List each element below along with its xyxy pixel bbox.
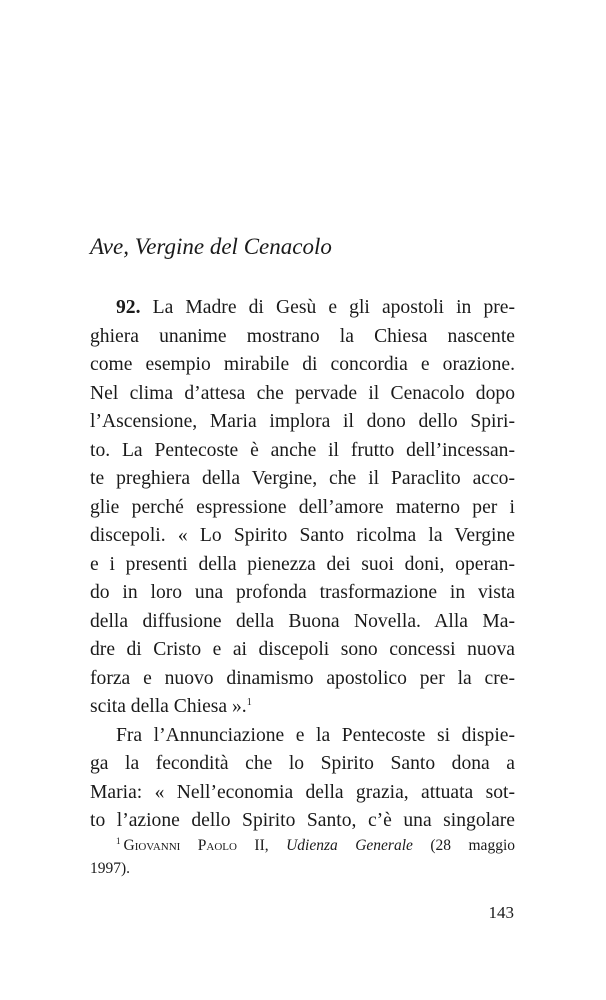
footnote-mark: 1 (116, 836, 121, 846)
paragraph-line: to. La Pentecoste è anche il frutto dell’incessan- (90, 439, 515, 461)
paragraph-line: l’Ascensione, Maria implora il dono dello Spiri- (90, 411, 515, 432)
paragraph-line: come esempio mirabile di concordia e orazione. (90, 354, 515, 375)
paragraph-line: ghiera unanime mostrano la Chiesa nascente (90, 325, 515, 347)
footnote-line: 1997). (90, 860, 131, 877)
paragraph-line: Fra l’Annunciazione e la Pentecoste si dispie- (116, 724, 515, 746)
paragraph-line: to l’azione dello Spirito Santo, c’è una singolare (90, 810, 515, 831)
footnote-date: (28 maggio (430, 837, 515, 854)
page-number: 143 (488, 903, 514, 922)
footnote-line (90, 834, 515, 857)
paragraph-line: forza e nuovo dinamismo apostolico per la cre- (90, 667, 515, 689)
paragraph-line: Nel clima d’attesa che pervade il Cenacolo dopo (90, 382, 515, 404)
footnote (90, 834, 515, 880)
paragraph-line: scita della Chiesa ».$^1$ (90, 696, 252, 717)
paragraph-line: della diffusione della Buona Novella. Alla Ma- (90, 610, 515, 632)
footnote-author: Giovanni Paolo II, (123, 837, 269, 854)
paragraph-line: discepoli. « Lo Spirito Santo ricolma la Vergine (90, 525, 515, 546)
body-text (90, 294, 515, 836)
paragraph-line: e i presenti della pienezza dei suoi doni, operan- (90, 553, 515, 575)
footnote-work: Udienza Generale (286, 837, 413, 854)
paragraph-line: Maria: « Nell’economia della grazia, attuata sot- (90, 781, 515, 803)
paragraph-line: do in loro una profonda trasformazione in vista (90, 582, 515, 603)
paragraph-line: ga la fecondità che lo Spirito Santo dona a (90, 753, 515, 774)
footnote-reference[interactable]: 1 (246, 697, 252, 708)
paragraph-line: dre di Cristo e ai discepoli sono concessi nuova (90, 639, 515, 660)
section-title: Ave, Vergine del Cenacolo (90, 234, 332, 259)
paragraph-number: 92. (116, 297, 141, 318)
paragraph-line: 92. La Madre di Gesù e gli apostoli in pre- (116, 297, 515, 318)
paragraph-line: te preghiera della Vergine, che il Paraclito acco- (90, 468, 515, 489)
paragraph-line: glie perché espressione dell’amore materno per i (90, 496, 515, 518)
